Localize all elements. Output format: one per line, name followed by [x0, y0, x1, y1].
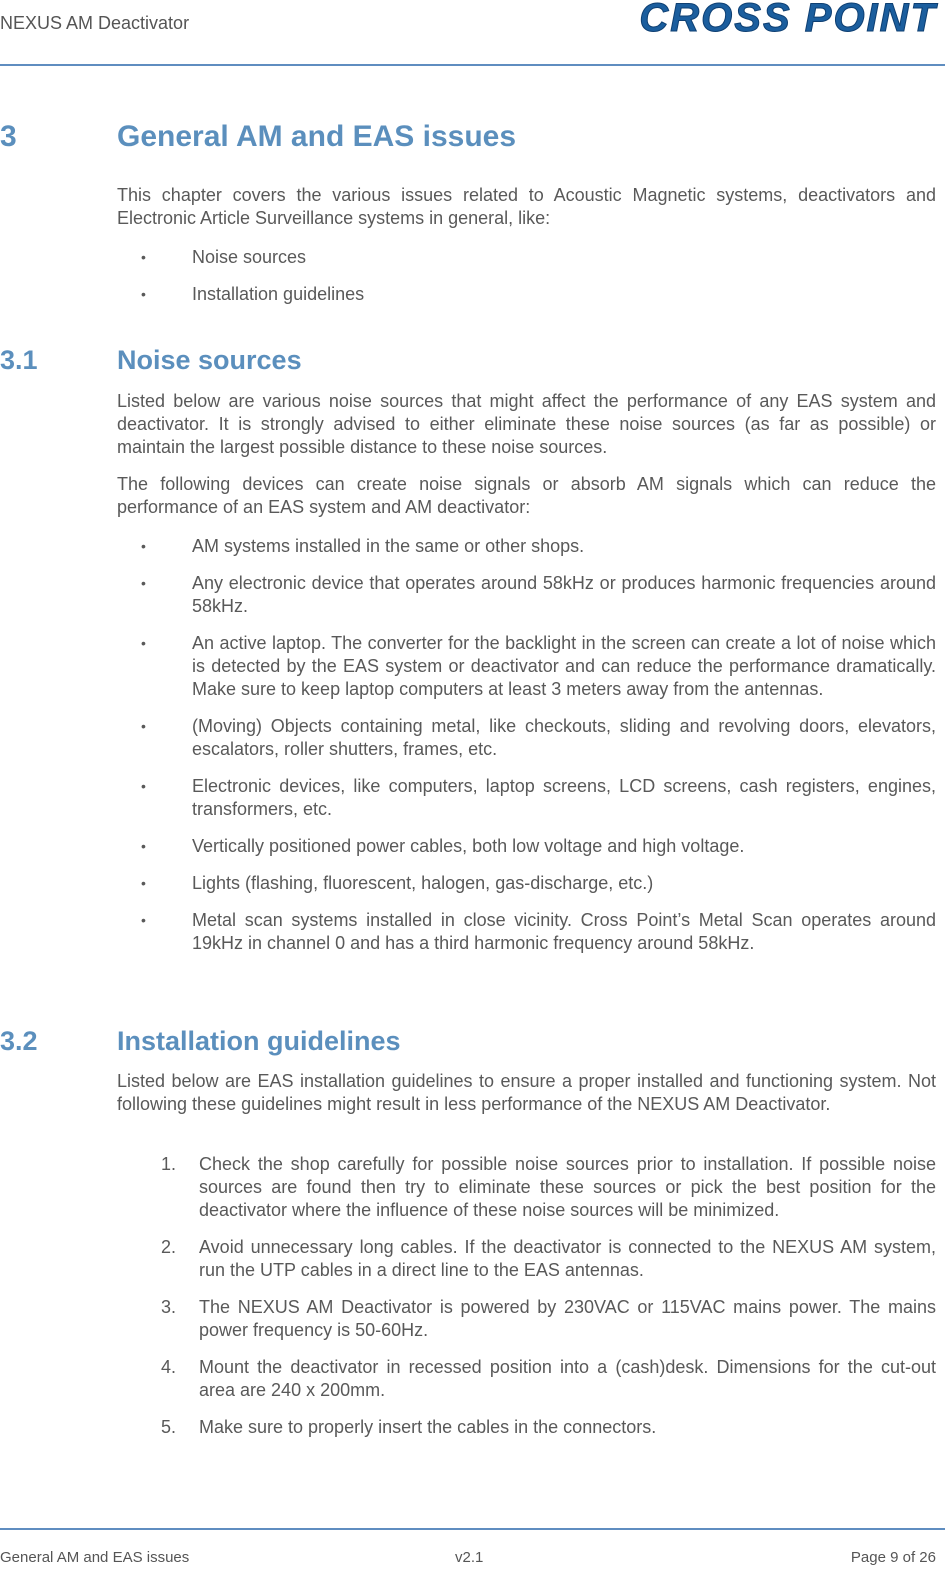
document-title: NEXUS AM Deactivator	[0, 13, 190, 33]
list-item: 4. Mount the deactivator in recessed position into a (cash)desk. Dimensions for the cut-out area are 240 x 200mm.	[161, 1357, 936, 1400]
list-item: • Lights (flashing, fluorescent, halogen, gas-discharge, etc.)	[141, 873, 654, 893]
logo-text: CROSS POINT	[639, 0, 937, 40]
page-header	[0, 0, 945, 66]
section-title: Installation guidelines	[117, 1026, 401, 1056]
list-item: • Noise sources	[141, 247, 307, 267]
chapter-topic-list	[117, 246, 936, 320]
section-number: 3.2	[0, 1026, 38, 1056]
list-item: 3. The NEXUS AM Deactivator is powered by 230VAC or 115VAC mains power. The mains power frequency is 50-60Hz.	[161, 1297, 936, 1340]
list-item: 5. Make sure to properly insert the cables in the connectors.	[161, 1417, 657, 1437]
header-divider	[0, 64, 945, 66]
list-item: • Any electronic device that operates around 58kHz or produces harmonic frequencies around 58kHz.	[141, 573, 936, 616]
noise-source-list	[117, 535, 936, 969]
footer-page-number: Page 9 of 26	[850, 1549, 936, 1566]
section-title: Noise sources	[117, 345, 302, 375]
chapter-title: General AM and EAS issues	[117, 120, 517, 153]
noise-paragraph-2: The following devices can create noise signals or absorb AM signals which can reduce the performance of an EAS system and AM deactivator:	[117, 474, 936, 517]
chapter-number: 3	[0, 120, 17, 153]
footer-version: v2.1	[455, 1549, 484, 1566]
list-item: • Metal scan systems installed in close vicinity. Cross Point’s Metal Scan operates around 19kHz in channel 0 and has a third harmonic frequency around 58kHz.	[141, 910, 936, 953]
section-number: 3.1	[0, 345, 38, 375]
list-item: • (Moving) Objects containing metal, like checkouts, sliding and revolving doors, elevators, escalators, roller shutters, frames, etc.	[141, 716, 936, 759]
chapter-intro: This chapter covers the various issues related to Acoustic Magnetic systems, deactivators and Electronic Article Surveillance systems in general, like:	[117, 185, 936, 228]
cross-point-logo	[605, 0, 939, 40]
footer-section-name: General AM and EAS issues	[0, 1549, 190, 1566]
list-item: • Installation guidelines	[141, 284, 365, 304]
footer-divider	[0, 1528, 945, 1530]
install-steps-list	[117, 1153, 936, 1453]
list-item: • Vertically positioned power cables, both low voltage and high voltage.	[141, 836, 745, 856]
install-paragraph: Listed below are EAS installation guidelines to ensure a proper installed and functioning system. Not following these guidelines might result in less performance of the NEXUS AM Deactivator.	[117, 1071, 936, 1114]
list-item: 1. Check the shop carefully for possible noise sources prior to installation. If possible noise sources are found then try to eliminate these sources or pick the best position for the deactivator where the influence of these noise sources will be minimized.	[161, 1154, 936, 1220]
list-item: 2. Avoid unnecessary long cables. If the deactivator is connected to the NEXUS AM system, run the UTP cables in a direct line to the EAS antennas.	[161, 1237, 936, 1280]
noise-paragraph-1: Listed below are various noise sources that might affect the performance of any EAS system and deactivator. It is strongly advised to either eliminate these noise sources (as far as possible) or maintain the largest possible distance to these noise sources.	[117, 391, 936, 457]
list-item: • An active laptop. The converter for the backlight in the screen can create a lot of noise which is detected by the EAS system or deactivator and can reduce the performance dramatically. Make sure to keep laptop computers at least 3 meters away from the antennas.	[141, 633, 936, 699]
list-item: • Electronic devices, like computers, laptop screens, LCD screens, cash registers, engines, transformers, etc.	[141, 776, 936, 819]
list-item: • AM systems installed in the same or other shops.	[141, 536, 585, 556]
